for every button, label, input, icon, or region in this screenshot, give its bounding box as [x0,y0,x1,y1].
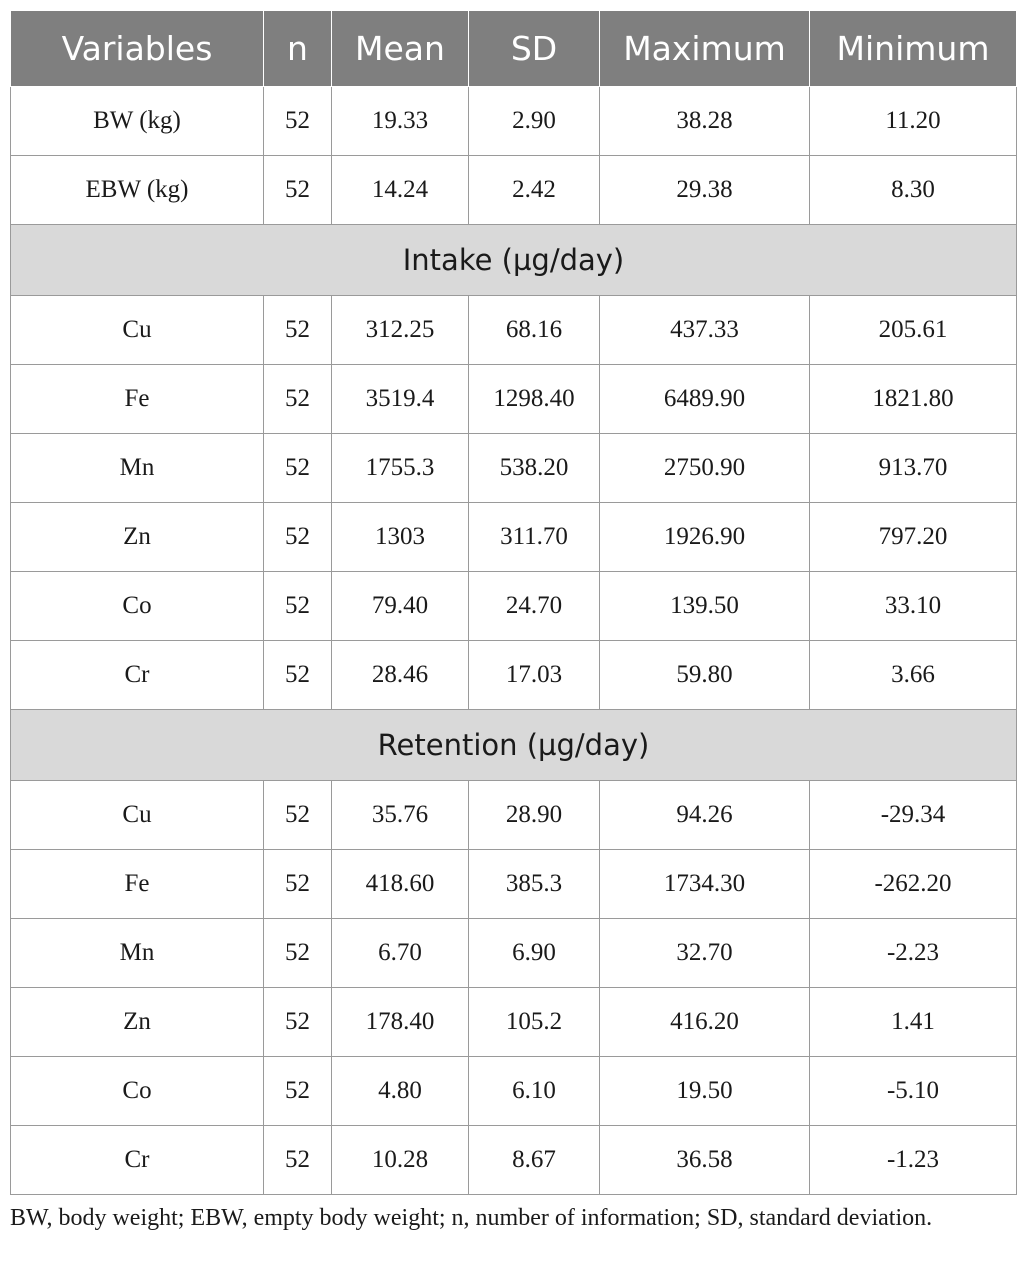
cell-mean: 6.70 [332,919,469,988]
section-title-intake: Intake (µg/day) [11,225,1017,296]
cell-variable: BW (kg) [11,87,264,156]
section-row-intake [11,225,1017,296]
cell-n: 52 [264,365,332,434]
table-row [11,850,1017,919]
header-sd: SD [469,11,600,87]
table-row [11,781,1017,850]
cell-maximum: 19.50 [600,1057,810,1126]
header-n: n [264,11,332,87]
cell-minimum: 8.30 [810,156,1017,225]
table-row [11,503,1017,572]
cell-sd: 311.70 [469,503,600,572]
cell-maximum: 2750.90 [600,434,810,503]
data-table [10,10,1017,1195]
cell-variable: Co [11,572,264,641]
cell-mean: 1303 [332,503,469,572]
cell-sd: 6.90 [469,919,600,988]
cell-n: 52 [264,434,332,503]
table-row [11,1057,1017,1126]
cell-sd: 2.42 [469,156,600,225]
cell-minimum: 11.20 [810,87,1017,156]
cell-n: 52 [264,850,332,919]
table-row [11,988,1017,1057]
cell-variable: Fe [11,850,264,919]
cell-minimum: 1821.80 [810,365,1017,434]
cell-variable: Mn [11,434,264,503]
cell-maximum: 94.26 [600,781,810,850]
table-row [11,365,1017,434]
cell-mean: 312.25 [332,296,469,365]
cell-n: 52 [264,572,332,641]
header-row [11,11,1017,87]
cell-minimum: -262.20 [810,850,1017,919]
header-minimum: Minimum [810,11,1017,87]
cell-minimum: 3.66 [810,641,1017,710]
cell-minimum: 1.41 [810,988,1017,1057]
cell-variable: EBW (kg) [11,156,264,225]
cell-minimum: -1.23 [810,1126,1017,1195]
table-row [11,87,1017,156]
table-row [11,156,1017,225]
table-container [10,10,1016,1235]
cell-mean: 19.33 [332,87,469,156]
cell-maximum: 29.38 [600,156,810,225]
cell-maximum: 1926.90 [600,503,810,572]
cell-variable: Zn [11,503,264,572]
cell-mean: 178.40 [332,988,469,1057]
cell-variable: Cr [11,641,264,710]
cell-minimum: -5.10 [810,1057,1017,1126]
cell-mean: 4.80 [332,1057,469,1126]
table-row [11,641,1017,710]
section-title-retention: Retention (µg/day) [11,710,1017,781]
cell-variable: Cr [11,1126,264,1195]
header-maximum: Maximum [600,11,810,87]
cell-sd: 105.2 [469,988,600,1057]
cell-n: 52 [264,503,332,572]
header-variables: Variables [11,11,264,87]
cell-n: 52 [264,87,332,156]
table-row [11,919,1017,988]
cell-n: 52 [264,156,332,225]
cell-sd: 1298.40 [469,365,600,434]
cell-maximum: 437.33 [600,296,810,365]
cell-n: 52 [264,296,332,365]
table-row [11,572,1017,641]
cell-variable: Mn [11,919,264,988]
cell-sd: 28.90 [469,781,600,850]
cell-sd: 8.67 [469,1126,600,1195]
cell-sd: 2.90 [469,87,600,156]
cell-mean: 14.24 [332,156,469,225]
cell-mean: 28.46 [332,641,469,710]
cell-sd: 6.10 [469,1057,600,1126]
cell-n: 52 [264,641,332,710]
cell-variable: Co [11,1057,264,1126]
cell-minimum: 205.61 [810,296,1017,365]
cell-mean: 35.76 [332,781,469,850]
cell-minimum: 797.20 [810,503,1017,572]
cell-mean: 3519.4 [332,365,469,434]
cell-n: 52 [264,1126,332,1195]
cell-mean: 79.40 [332,572,469,641]
cell-maximum: 6489.90 [600,365,810,434]
cell-minimum: 913.70 [810,434,1017,503]
cell-maximum: 36.58 [600,1126,810,1195]
section-row-retention [11,710,1017,781]
table-row [11,434,1017,503]
cell-sd: 385.3 [469,850,600,919]
cell-mean: 1755.3 [332,434,469,503]
cell-sd: 538.20 [469,434,600,503]
header-mean: Mean [332,11,469,87]
cell-variable: Fe [11,365,264,434]
cell-minimum: -2.23 [810,919,1017,988]
cell-minimum: 33.10 [810,572,1017,641]
cell-mean: 10.28 [332,1126,469,1195]
cell-maximum: 38.28 [600,87,810,156]
cell-n: 52 [264,1057,332,1126]
table-row [11,1126,1017,1195]
cell-maximum: 416.20 [600,988,810,1057]
cell-sd: 24.70 [469,572,600,641]
cell-variable: Cu [11,296,264,365]
table-footnote: BW, body weight; EBW, empty body weight; n, number of information; SD, standard deviation. [10,1205,933,1231]
cell-variable: Zn [11,988,264,1057]
cell-mean: 418.60 [332,850,469,919]
cell-maximum: 32.70 [600,919,810,988]
cell-maximum: 139.50 [600,572,810,641]
cell-sd: 17.03 [469,641,600,710]
cell-n: 52 [264,988,332,1057]
table-row [11,296,1017,365]
cell-minimum: -29.34 [810,781,1017,850]
cell-n: 52 [264,919,332,988]
cell-variable: Cu [11,781,264,850]
cell-n: 52 [264,781,332,850]
cell-maximum: 1734.30 [600,850,810,919]
cell-sd: 68.16 [469,296,600,365]
cell-maximum: 59.80 [600,641,810,710]
